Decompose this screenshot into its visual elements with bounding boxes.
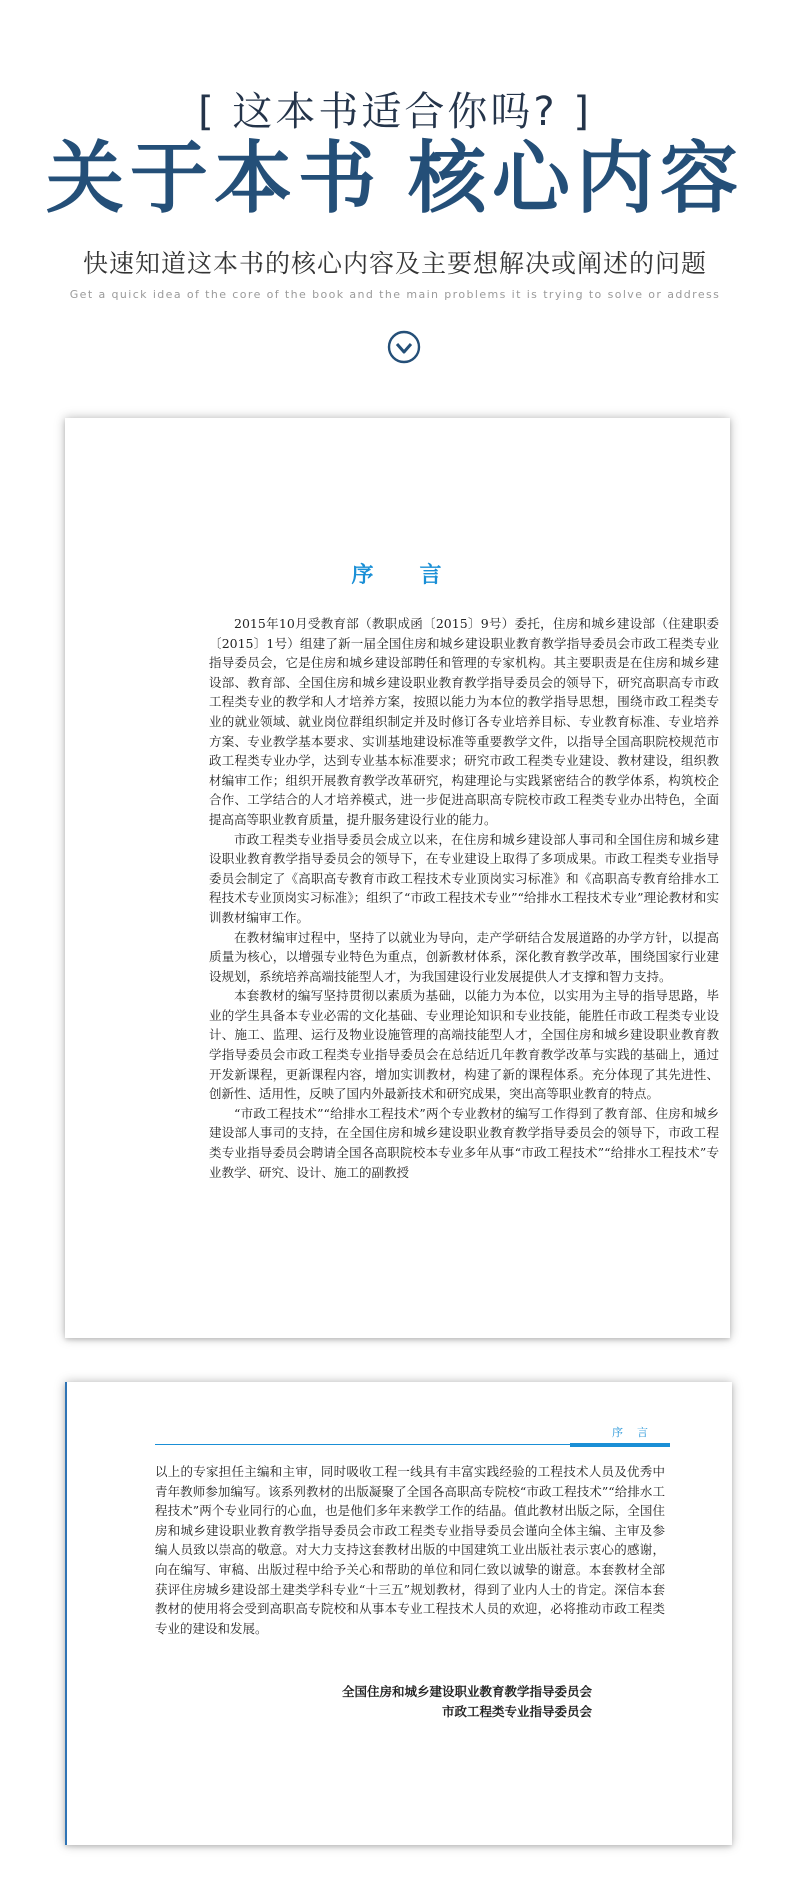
main-title xyxy=(0,133,790,224)
subtitle-english: Get a quick idea of the core of the book and the main problems it is trying to solve or address xyxy=(69,288,721,301)
preface-body xyxy=(209,614,719,1182)
running-head-label: 序言 xyxy=(612,1426,662,1439)
subtitle-chinese: 快速知道这本书的核心内容及主要想解决或阐述的问题 xyxy=(82,249,707,278)
running-head-accent xyxy=(570,1443,670,1447)
main-title-part1: 关于本书 xyxy=(45,133,382,224)
main-title-part2: 核心内容 xyxy=(408,133,745,224)
preface-body-continued xyxy=(155,1462,665,1638)
preface-title-char-2: 言 xyxy=(419,562,444,588)
paragraph: 市政工程类专业指导委员会成立以来，在住房和城乡建设部人事司和全国住房和城乡建设职业教育教学指导委员会的领导下，在专业建设上取得了多项成果。市政工程类专业指导委员会制定了《高职高专教育市政工程技术专业顶岗实习标准》和《高职高专教育给排水工程技术专业顶岗实习标准》；组织了“市政工程技术专业”“给排水工程技术专业”理论教材和实训教材编审工作。 xyxy=(209,831,719,925)
paragraph: 2015年10月受教育部（教职成函〔2015〕9号）委托，住房和城乡建设部（住建职委〔2015〕1号）组建了新一届全国住房和城乡建设职业教育教学指导委员会市政工程类专业指导委员会，它是住房和城乡建设部聘任和管理的专家机构。其主要职责是在住房和城乡建设部、教育部、全国住房和城乡建设职业教育教学指导委员会的领导下，研究高职高专市政工程类专业的教学和人才培养方案，按照以能力为本位的教学指导思想，围绕市政工程类专业的就业领域、就业岗位群组织制定并及时修订各专业培养目标、专业教育标准、专业培养方案、专业教学基本要求、实训基地建设标准等重要教学文件，以指导全国高职院校规范市政工程类专业办学，达到专业基本标准要求；研究市政工程类专业建设、教材建设，组织教材编审工作；组织开展教育教学改革研究，构建理论与实践紧密结合的教学体系，构筑校企合作、工学结合的人才培养模式，进一步促进高职高专院校市政工程类专业办出特色，全面提高高等职业教育质量，提升服务建设行业的能力。 xyxy=(209,616,719,827)
book-page-preface-2 xyxy=(65,1382,732,1845)
question-heading: [ 这本书适合你吗? ] xyxy=(198,89,592,135)
chevron-down-circle-icon[interactable] xyxy=(387,330,421,364)
intro-header xyxy=(0,0,790,400)
paragraph: 本套教材的编写坚持贯彻以素质为基础，以能力为本位，以实用为主导的指导思路，毕业的学生具备本专业必需的文化基础、专业理论知识和专业技能，能胜任市政工程类专业设计、施工、监理、运行及物业设施管理的高端技能型人才，全国住房和城乡建设职业教育教学指导委员会市政工程类专业指导委员会在总结近几年教育教学改革与实践的基础上，通过开发新课程，更新课程内容，增加实训教材，构建了新的课程体系。充分体现了其先进性、创新性、适用性，反映了国内外最新技术和研究成果，突出高等职业教育的特点。 xyxy=(209,988,719,1102)
preface-title-char-1: 序 xyxy=(351,562,376,588)
signature-line-2: 市政工程类专业指导委员会 xyxy=(441,1704,592,1719)
running-head xyxy=(155,1422,670,1445)
paragraph: 在教材编审过程中，坚持了以就业为导向，走产学研结合发展道路的办学方针，以提高质量为核心，以增强专业特色为重点，创新教材体系，深化教育教学改革，围绕国家行业建设规划，系统培养高端技能型人才，为我国建设行业发展提供人才支撑和智力支持。 xyxy=(209,929,719,984)
paragraph: 以上的专家担任主编和主审，同时吸收工程一线具有丰富实践经验的工程技术人员及优秀中青年教师参加编写。该系列教材的出版凝聚了全国各高职高专院校“市政工程技术”“给排水工程技术”两个专业同行的心血，也是他们多年来教学工作的结晶。值此教材出版之际，全国住房和城乡建设职业教育教学指导委员会市政工程类专业指导委员会谨向全体主编、主审及参编人员致以崇高的敬意。对大力支持这套教材出版的中国建筑工业出版社表示衷心的感谢，向在编写、审稿、出版过程中给予关心和帮助的单位和同仁致以诚挚的谢意。本套教材全部获评住房城乡建设部土建类学科专业“十三五”规划教材，得到了业内人士的肯定。深信本套教材的使用将会受到高职高专院校和从事本专业工程技术人员的欢迎，必将推动市政工程类专业的建设和发展。 xyxy=(155,1464,665,1636)
paragraph: “市政工程技术”“给排水工程技术”两个专业教材的编写工作得到了教育部、住房和城乡建设部人事司的支持，在全国住房和城乡建设职业教育教学指导委员会的领导下，市政工程类专业指导委员会聘请全国各高职院校本专业多年从事“市政工程技术”“给排水工程技术”专业教学、研究、设计、施工的副教授 xyxy=(209,1105,719,1180)
preface-title xyxy=(65,558,730,589)
signature-line-1: 全国住房和城乡建设职业教育教学指导委员会 xyxy=(341,1684,592,1699)
book-page-preface-1 xyxy=(65,418,730,1338)
